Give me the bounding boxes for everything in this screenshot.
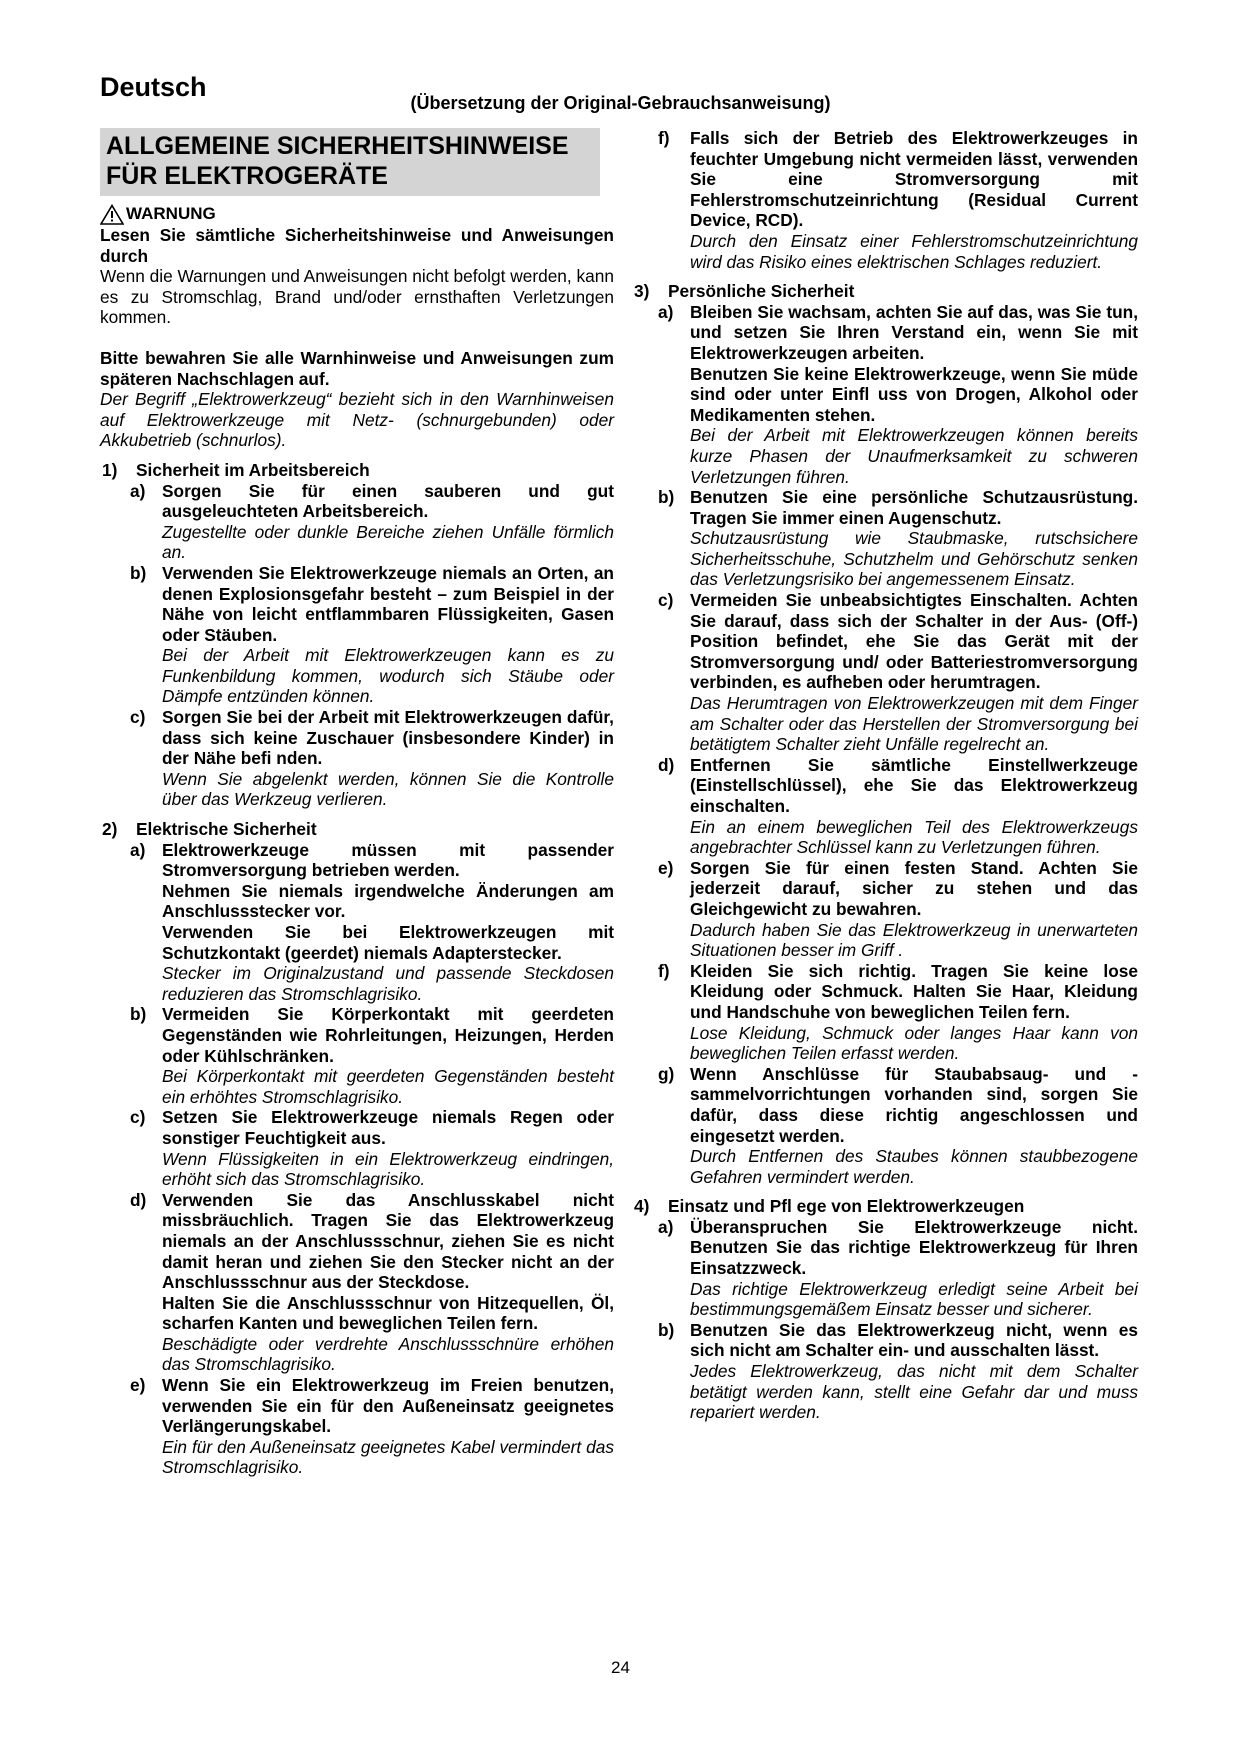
s3-item-g: g) Wenn Anschlüsse für Staubabsaug- und -sammelvorrichtungen vorhanden sind, sorgen Sie dafür, dass diese richtig angeschlossen und eingesetzt werden. (658, 1063, 1138, 1146)
s3-item-e: e) Sorgen Sie für einen festen Stand. Achten Sie jederzeit darauf, sicher zu stehen und das Gleichgewicht zu bewahren. (658, 857, 1138, 919)
document-subtitle: (Übersetzung der Original-Gebrauchsanweisung) (410, 93, 831, 113)
page-number: 24 (611, 1658, 630, 1677)
s4-item-a: a) Überanspruchen Sie Elektrowerkzeuge nicht. Benutzen Sie das richtige Elektrowerkzeug für Ihren Einsatzzweck. (658, 1216, 1138, 1279)
s3-item-a-bold-2: Benutzen Sie keine Elektrowerkzeuge, wenn Sie müde sind oder unter Einfl uss von Drogen, Alkohol oder Medikamenten stehen. (690, 363, 1138, 425)
s2-item-a-bold-3: Verwenden Sie bei Elektrowerkzeugen mit Schutzkontakt (geerdet) niemals Adapterstecker. (162, 922, 614, 963)
s2-item-a-note: Stecker im Originalzustand und passende Steckdosen reduzieren das Stromschlagrisiko. (162, 963, 614, 1004)
section-3-header: 3) Persönliche Sicherheit (634, 281, 855, 302)
s3-item-f-note: Lose Kleidung, Schmuck oder langes Haar kann von beweglichen Teilen erfasst werden. (690, 1022, 1138, 1064)
s4-item-a-note: Das richtige Elektrowerkzeug erledigt seine Arbeit bei bestimmungsgemäßem Einsatz besser und sicherer. (690, 1278, 1138, 1320)
s3-item-b: b) Benutzen Sie eine persönliche Schutzausrüstung. Tragen Sie immer einen Augenschutz. (658, 487, 1138, 528)
section-2-title: Elektrische Sicherheit (136, 819, 317, 840)
s2-item-b: b) Vermeiden Sie Körperkontakt mit geerdeten Gegenständen wie Rohrleitungen, Heizungen, Herden oder Kühlschränken. (130, 1004, 614, 1066)
s2-item-d-bold-2: Halten Sie die Anschlussschnur von Hitzequellen, Öl, scharfen Kanten und beweglichen Teilen fern. (162, 1292, 614, 1334)
s2-item-e: e) Wenn Sie ein Elektrowerkzeug im Freien benutzen, verwenden Sie ein für den Außeneinsatz geeignetes Verlängerungskabel. (130, 1375, 614, 1437)
s3-item-d-note: Ein an einem beweglichen Teil des Elektrowerkzeugs angebrachter Schlüssel kann zu Verletzungen führen. (690, 816, 1138, 858)
warning-triangle-icon (100, 204, 124, 225)
s2-item-f: f) Falls sich der Betrieb des Elektrowerkzeuges in feuchter Umgebung nicht vermeiden lässt, verwenden Sie eine Stromversorgung mit Fehlerstromschutzeinrichtung (Residual Current Device, RCD). (658, 128, 1138, 231)
language-label: Deutsch (100, 72, 207, 102)
s3-item-c: c) Vermeiden Sie unbeabsichtigtes Einschalten. Achten Sie darauf, dass sich der Schalter in der Aus- (Off-) Position befindet, ehe Sie das Gerät mit der Stromversorgung und/ oder Batteriestromversorgung verbinden, es aufheben oder herumtragen. (658, 590, 1138, 693)
section-1-header: 1) Sicherheit im Arbeitsbereich (102, 459, 370, 480)
warning-label: WARNUNG (126, 204, 216, 224)
s3-item-c-note: Das Herumtragen von Elektrowerkzeugen mit dem Finger am Schalter oder das Herstellen der Stromversorgung bei betätigtem Schalter zieht Unfälle regelrecht an. (690, 693, 1138, 755)
intro-text-1: Wenn die Warnungen und Anweisungen nicht befolgt werden, kann es zu Stromschlag, Brand und/oder ernsthaften Verletzungen kommen. (100, 266, 614, 328)
intro-bold-1: Lesen Sie sämtliche Sicherheitshinweise und Anweisungen durch (100, 225, 614, 266)
s2-item-e-note: Ein für den Außeneinsatz geeignetes Kabel vermindert das Stromschlagrisiko. (162, 1436, 614, 1478)
s1-item-b: b) Verwenden Sie Elektrowerkzeuge niemals an Orten, an denen Explosionsgefahr besteht – zum Beispiel in der Nähe von leicht entflammbaren Flüssigkeiten, Gasen oder Stäuben. (130, 562, 614, 645)
section-3-title: Persönliche Sicherheit (668, 281, 855, 302)
section-heading (100, 128, 600, 196)
heading-line-1: ALLGEMEINE SICHERHEITSHINWEISE (106, 132, 569, 160)
right-column (634, 128, 1138, 1423)
s3-item-a: a) Bleiben Sie wachsam, achten Sie auf das, was Sie tun, und setzen Sie Ihren Verstand ein, wenn Sie mit Elektrowerkzeugen arbeiten. (658, 301, 1138, 363)
left-column (100, 128, 614, 1478)
s2-item-f-note: Durch den Einsatz einer Fehlerstromschutzeinrichtung wird das Risiko eines elektrischen Schlages reduziert. (690, 230, 1138, 272)
section-1-title: Sicherheit im Arbeitsbereich (136, 459, 370, 480)
s1-item-c-note: Wenn Sie abgelenkt werden, können Sie die Kontrolle über das Werkzeug verlieren. (162, 768, 614, 810)
s3-item-e-note: Dadurch haben Sie das Elektrowerkzeug in unerwarteten Situationen besser im Griff . (690, 919, 1138, 961)
s2-item-c: c) Setzen Sie Elektrowerkzeuge niemals Regen oder sonstiger Feuchtigkeit aus. (130, 1107, 614, 1148)
s2-item-c-note: Wenn Flüssigkeiten in ein Elektrowerkzeug eindringen, erhöht sich das Stromschlagrisiko. (162, 1148, 614, 1190)
s3-item-f: f) Kleiden Sie sich richtig. Tragen Sie keine lose Kleidung oder Schmuck. Halten Sie Haar, Kleidung und Handschuhe von beweglichen Teilen fern. (658, 960, 1138, 1022)
s1-item-a: a) Sorgen Sie für einen sauberen und gut ausgeleuchteten Arbeitsbereich. (130, 480, 614, 522)
section-4-header: 4) Einsatz und Pfl ege von Elektrowerkzeugen (634, 1196, 1025, 1217)
s2-item-d-note: Beschädigte oder verdrehte Anschlussschnüre erhöhen das Stromschlagrisiko. (162, 1333, 614, 1375)
heading-line-2: FÜR ELEKTROGERÄTE (106, 162, 388, 190)
s2-item-a: a) Elektrowerkzeuge müssen mit passender Stromversorgung betrieben werden. (130, 839, 614, 881)
intro-italic-2: Der Begriff „Elektrowerkzeug“ bezieht sich in den Warnhinweisen auf Elektrowerkzeuge mit Netz- (schnurgebunden) oder Akkubetrieb (schnurlos). (100, 389, 614, 451)
s3-item-a-note: Bei der Arbeit mit Elektrowerkzeugen können bereits kurze Phasen der Unaufmerksamkeit zu schweren Verletzungen führen. (690, 425, 1138, 487)
s4-item-b-note: Jedes Elektrowerkzeug, das nicht mit dem Schalter betätigt werden kann, stellt eine Gefahr dar und muss repariert werden. (690, 1361, 1138, 1423)
s2-item-b-note: Bei Körperkontakt mit geerdeten Gegenständen besteht ein erhöhtes Stromschlagrisiko. (162, 1066, 614, 1107)
s1-item-c: c) Sorgen Sie bei der Arbeit mit Elektrowerkzeugen dafür, dass sich keine Zuschauer (insbesondere Kinder) in der Nähe befi nden. (130, 707, 614, 769)
section-2-header: 2) Elektrische Sicherheit (102, 819, 317, 840)
warning-row (100, 204, 614, 225)
s2-item-d: d) Verwenden Sie das Anschlusskabel nicht missbräuchlich. Tragen Sie das Elektrowerkzeug niemals an der Anschlussschnur, ziehen Sie es nicht damit heran und ziehen Sie den Stecker nicht an der Anschlussschnur aus der Steckdose. (130, 1189, 614, 1293)
s1-item-b-note: Bei der Arbeit mit Elektrowerkzeugen kann es zu Funkenbildung kommen, wodurch sich Stäube oder Dämpfe entzünden können. (162, 645, 614, 707)
s3-item-d: d) Entfernen Sie sämtliche Einstellwerkzeuge (Einstellschlüssel), ehe Sie das Elektrowerkzeug einschalten. (658, 754, 1138, 816)
s4-item-b: b) Benutzen Sie das Elektrowerkzeug nicht, wenn es sich nicht am Schalter ein- und ausschalten lässt. (658, 1319, 1138, 1361)
intro-bold-2: Bitte bewahren Sie alle Warnhinweise und Anweisungen zum späteren Nachschlagen auf. (100, 347, 614, 389)
section-4-title: Einsatz und Pfl ege von Elektrowerkzeugen (668, 1196, 1025, 1217)
s3-item-g-note: Durch Entfernen des Staubes können staubbezogene Gefahren vermindert werden. (690, 1146, 1138, 1187)
s2-item-a-bold-2: Nehmen Sie niemals irgendwelche Änderungen am Anschlussstecker vor. (162, 880, 614, 922)
s3-item-b-note: Schutzausrüstung wie Staubmaske, rutschsichere Sicherheitsschuhe, Schutzhelm und Gehörschutz senken das Verletzungsrisiko bei angemessenem Einsatz. (690, 528, 1138, 590)
s1-item-a-note: Zugestellte oder dunkle Bereiche ziehen Unfälle förmlich an. (162, 521, 614, 563)
